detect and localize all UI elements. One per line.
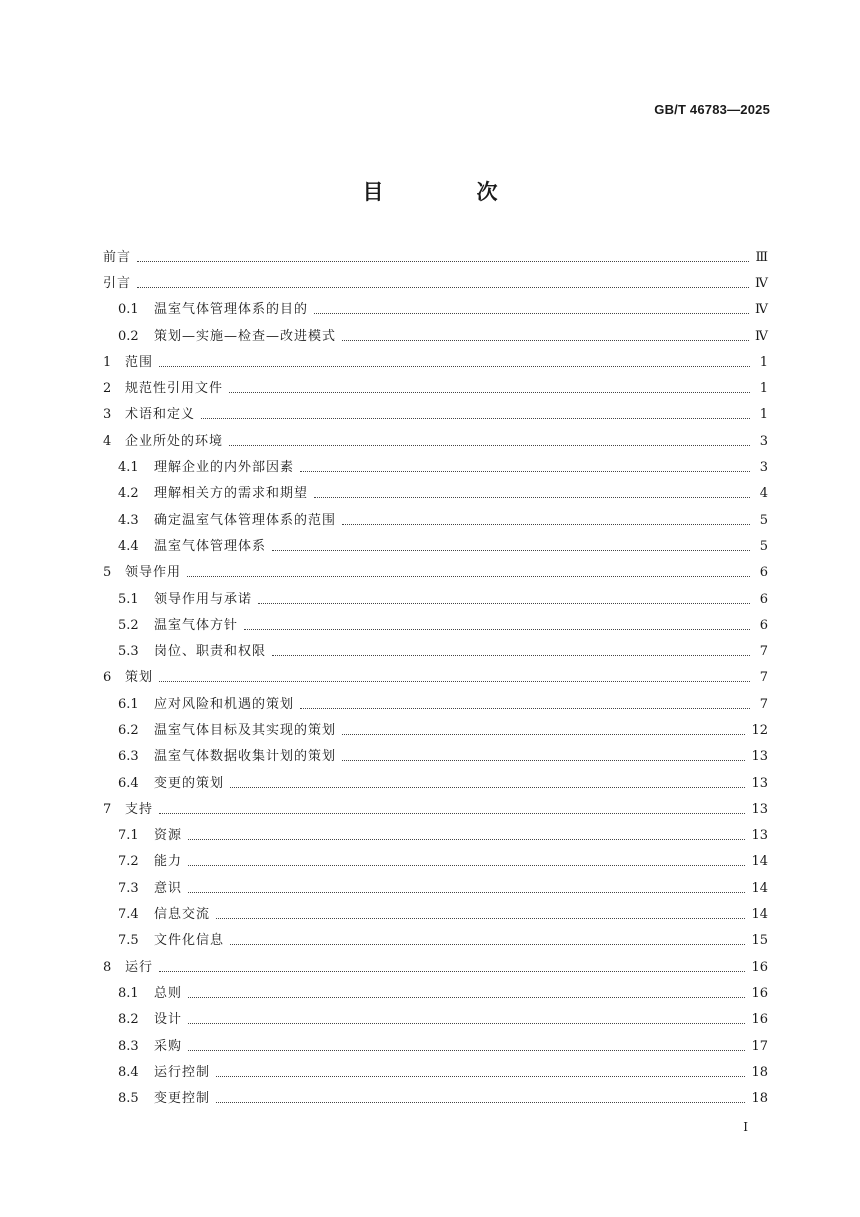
toc-entry[interactable] [103,954,768,980]
toc-entry-label: 引言 [103,275,132,291]
toc-entry-number: 4.4 [118,538,139,554]
toc-entry-label: 企业所处的环境 [125,433,224,449]
toc-entry-number: 4.2 [118,486,139,502]
table-of-contents [103,244,768,1112]
toc-entry-label: 确定温室气体管理体系的范围 [154,512,337,528]
toc-entry-number: 8 [103,959,112,975]
toc-entry[interactable] [103,323,768,349]
toc-dot-leader [244,629,750,630]
toc-entry-label: 理解企业的内外部因素 [154,460,295,476]
toc-entry[interactable] [103,533,768,559]
toc-entry-number: 4.3 [118,512,139,528]
toc-entry-page: 1 [759,381,768,397]
toc-entry-label: 采购 [154,1038,183,1054]
toc-dot-leader [272,550,750,551]
toc-dot-leader [300,708,750,709]
toc-entry-label: 前言 [103,249,132,265]
page-number: I [743,1120,748,1134]
toc-entry-number: 6.2 [118,722,139,738]
toc-dot-leader [137,287,749,288]
toc-entry-page: 3 [759,460,768,476]
toc-dot-leader [188,865,745,866]
toc-entry-page: 6 [759,617,768,633]
toc-entry-label: 温室气体数据收集计划的策划 [154,749,337,765]
toc-dot-leader [159,813,745,814]
toc-dot-leader [188,839,745,840]
toc-dot-leader [272,655,750,656]
toc-entry-number: 2 [103,381,112,397]
toc-entry-number: 7.4 [118,907,139,923]
toc-entry-label: 变更控制 [154,1091,211,1107]
toc-entry-number: 7.2 [118,854,139,870]
toc-entry-label: 策划—实施—检查—改进模式 [154,328,337,344]
toc-entry-number: 8.3 [118,1038,139,1054]
page-title: 目 次 [362,180,534,204]
toc-entry-page: 6 [759,591,768,607]
toc-entry-page: 1 [759,354,768,370]
toc-entry-page: 6 [759,565,768,581]
toc-entry-page: 13 [751,801,768,817]
toc-entry[interactable] [103,875,768,901]
toc-entry-page: Ⅳ [755,328,768,344]
toc-dot-leader [188,1050,745,1051]
toc-entry-number: 4.1 [118,460,139,476]
toc-entry-page: 5 [759,512,768,528]
toc-entry-number: 6.3 [118,749,139,765]
toc-entry-page: 13 [751,749,768,765]
toc-entry-page: 12 [751,722,768,738]
toc-entry-page: 16 [751,1012,768,1028]
toc-entry-number: 6.1 [118,696,139,712]
toc-dot-leader [159,681,750,682]
toc-dot-leader [201,418,750,419]
toc-entry-page: 18 [751,1091,768,1107]
toc-entry-page: 7 [759,670,768,686]
toc-entry-number: 3 [103,407,112,423]
toc-entry-label: 设计 [154,1012,183,1028]
toc-entry[interactable] [103,665,768,691]
toc-dot-leader [258,603,750,604]
toc-entry[interactable] [103,481,768,507]
toc-entry[interactable] [103,1033,768,1059]
toc-entry[interactable] [103,1086,768,1112]
toc-dot-leader [342,340,749,341]
toc-entry-page: 7 [759,644,768,660]
toc-entry-page: 5 [759,538,768,554]
toc-dot-leader [188,1023,745,1024]
toc-entry-label: 应对风险和机遇的策划 [154,696,295,712]
toc-entry[interactable] [103,428,768,454]
toc-entry[interactable] [103,507,768,533]
toc-entry[interactable] [103,612,768,638]
toc-entry-label: 领导作用 [125,565,182,581]
toc-entry[interactable] [103,849,768,875]
toc-entry-number: 8.4 [118,1064,139,1080]
toc-entry-page: 14 [751,907,768,923]
toc-entry-page: 14 [751,880,768,896]
toc-entry[interactable] [103,270,768,296]
toc-entry-label: 温室气体管理体系 [154,538,267,554]
toc-dot-leader [159,971,745,972]
toc-entry-page: Ⅳ [755,302,768,318]
toc-dot-leader [230,944,745,945]
toc-entry-number: 8.1 [118,985,139,1001]
toc-entry-number: 4 [103,433,112,449]
toc-dot-leader [216,918,745,919]
toc-entry-number: 5 [103,565,112,581]
toc-dot-leader [187,576,750,577]
toc-entry[interactable] [103,349,768,375]
toc-entry-label: 资源 [154,828,183,844]
toc-entry-page: 17 [751,1038,768,1054]
toc-entry-label: 温室气体方针 [154,617,239,633]
toc-entry[interactable] [103,454,768,480]
toc-entry-label: 运行 [125,959,154,975]
toc-entry[interactable] [103,297,768,323]
toc-dot-leader [342,734,745,735]
toc-entry[interactable] [103,928,768,954]
toc-entry-page: 16 [751,985,768,1001]
toc-entry[interactable] [103,717,768,743]
toc-entry-page: 13 [751,828,768,844]
toc-entry-number: 0.1 [118,302,139,318]
toc-entry-label: 策划 [125,670,154,686]
toc-dot-leader [216,1102,745,1103]
toc-entry-label: 运行控制 [154,1064,211,1080]
toc-entry-label: 意识 [154,880,183,896]
toc-dot-leader [229,392,750,393]
toc-entry-page: Ⅳ [755,275,768,291]
toc-dot-leader [342,524,750,525]
toc-entry-label: 领导作用与承诺 [154,591,253,607]
toc-entry-label: 信息交流 [154,907,211,923]
toc-dot-leader [159,366,750,367]
toc-entry-number: 5.3 [118,644,139,660]
toc-entry-label: 总则 [154,985,183,1001]
toc-entry-label: 温室气体目标及其实现的策划 [154,722,337,738]
toc-dot-leader [216,1076,745,1077]
toc-dot-leader [230,787,745,788]
toc-entry-label: 岗位、职责和权限 [154,644,267,660]
toc-dot-leader [188,892,745,893]
toc-entry-label: 范围 [125,354,154,370]
toc-entry-page: 1 [759,407,768,423]
toc-dot-leader [300,471,750,472]
toc-entry-number: 7 [103,801,112,817]
toc-entry-number: 1 [103,354,112,370]
toc-entry-number: 0.2 [118,328,139,344]
toc-entry[interactable] [103,901,768,927]
standard-code: GB/T 46783—2025 [654,102,770,117]
toc-entry-number: 7.3 [118,880,139,896]
toc-entry-label: 理解相关方的需求和期望 [154,486,309,502]
toc-dot-leader [314,497,750,498]
toc-entry-number: 8.5 [118,1091,139,1107]
toc-entry-number: 8.2 [118,1012,139,1028]
toc-entry[interactable] [103,1059,768,1085]
toc-entry[interactable] [103,560,768,586]
toc-entry[interactable] [103,744,768,770]
toc-dot-leader [229,445,750,446]
toc-entry[interactable] [103,796,768,822]
toc-entry-page: 4 [759,486,768,502]
toc-entry-number: 6.4 [118,775,139,791]
toc-entry-page: 15 [751,933,768,949]
toc-entry[interactable] [103,375,768,401]
toc-dot-leader [314,313,749,314]
toc-entry-number: 5.2 [118,617,139,633]
toc-entry-label: 规范性引用文件 [125,381,224,397]
toc-entry-number: 7.1 [118,828,139,844]
toc-entry[interactable] [103,244,768,270]
toc-entry[interactable] [103,402,768,428]
toc-entry[interactable] [103,638,768,664]
toc-dot-leader [188,997,745,998]
toc-entry-label: 文件化信息 [154,933,225,949]
toc-entry-page: 3 [759,433,768,449]
toc-entry-page: 13 [751,775,768,791]
toc-dot-leader [342,760,745,761]
toc-entry-label: 变更的策划 [154,775,225,791]
toc-entry-label: 温室气体管理体系的目的 [154,302,309,318]
toc-entry-number: 7.5 [118,933,139,949]
toc-entry[interactable] [103,586,768,612]
toc-entry[interactable] [103,1007,768,1033]
toc-dot-leader [137,261,749,262]
toc-entry[interactable] [103,823,768,849]
toc-entry-label: 支持 [125,801,154,817]
toc-entry-label: 术语和定义 [125,407,196,423]
toc-entry[interactable] [103,770,768,796]
toc-entry[interactable] [103,980,768,1006]
toc-entry-page: Ⅲ [755,249,768,265]
toc-entry-label: 能力 [154,854,183,870]
toc-entry-number: 6 [103,670,112,686]
toc-entry-page: 18 [751,1064,768,1080]
toc-entry-page: 14 [751,854,768,870]
toc-entry-page: 16 [751,959,768,975]
toc-entry-number: 5.1 [118,591,139,607]
toc-entry[interactable] [103,691,768,717]
toc-entry-page: 7 [759,696,768,712]
